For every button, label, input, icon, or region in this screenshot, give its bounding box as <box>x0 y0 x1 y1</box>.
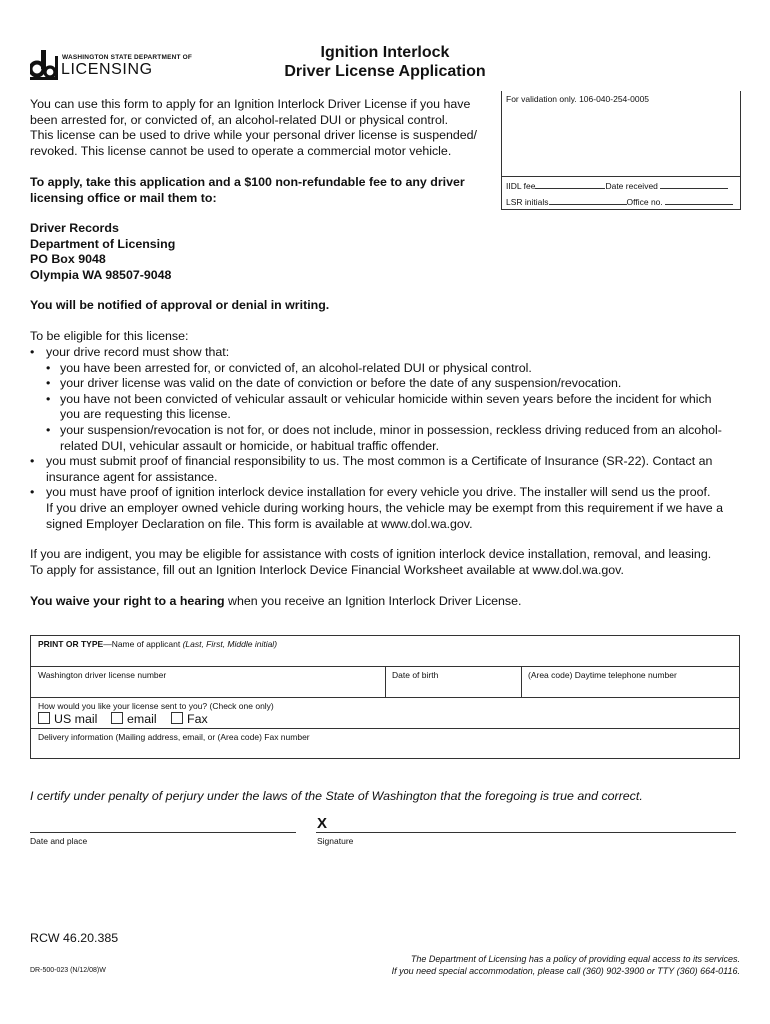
send-option-fax[interactable] <box>171 712 208 726</box>
waive-rest: when you receive an Ignition Interlock Driver License. <box>224 594 522 608</box>
list-item-continuation: you are requesting this license. <box>60 407 231 422</box>
lsr-initials-label: LSR initials <box>506 197 549 207</box>
signature-label: Signature <box>317 836 354 846</box>
logo-department: WASHINGTON STATE DEPARTMENT OF <box>62 54 193 61</box>
name-label: —Name of applicant <box>103 639 183 649</box>
date-place-line[interactable] <box>30 832 296 833</box>
signature-x-mark: X <box>317 815 328 832</box>
list-item: • your suspension/revocation is not for, or does not include, minor in possession, reckless driving reduced from an alcohol- <box>46 422 722 437</box>
dol-logo <box>30 50 193 80</box>
checkbox-email[interactable] <box>111 712 123 724</box>
list-item: • you must have proof of ignition interlock device installation for every vehicle you drive. The installer will send us the proof. <box>30 485 711 500</box>
list-item-continuation: If you drive an employer owned vehicle during working hours, the vehicle may be exempt from this requirement if we have a <box>46 500 724 515</box>
mailing-address <box>30 221 175 283</box>
page-title-line2: Driver License Application <box>284 63 486 80</box>
list-item: • your drive record must show that: <box>30 345 230 359</box>
intro-paragraph <box>30 97 477 159</box>
send-option-us-mail[interactable] <box>38 712 97 726</box>
validation-box-frame <box>501 91 741 210</box>
logo-name: LICENSING <box>61 61 153 78</box>
intro-line: This license can be used to drive while your personal driver license is suspended/ <box>30 128 477 143</box>
license-number-field[interactable]: Washington driver license number <box>38 670 167 680</box>
address-line: Driver Records <box>30 221 119 235</box>
rcw-reference: RCW 46.20.385 <box>30 931 119 945</box>
phone-field[interactable]: (Area code) Daytime telephone number <box>528 670 677 680</box>
footer-line1: The Department of Licensing has a policy of providing equal access to its services. <box>410 954 740 964</box>
apply-line: To apply, take this application and a $100 non-refundable fee to any driver <box>30 175 465 189</box>
list-item: • your driver license was valid on the date of conviction or before the date of any suspension/revocation. <box>46 376 622 391</box>
list-item: • you have not been convicted of vehicular assault or vehicular homicide within seven years before the incident for which <box>46 391 712 406</box>
checkbox-us-mail[interactable] <box>38 712 50 724</box>
form-divider <box>385 666 386 697</box>
print-or-type-label: PRINT OR TYPE <box>38 639 104 649</box>
list-item-continuation: insurance agent for assistance. <box>46 469 218 484</box>
address-line: PO Box 9048 <box>30 252 106 267</box>
option-label: Fax <box>187 712 208 726</box>
indigent-paragraph <box>30 547 711 578</box>
form-divider <box>30 728 740 729</box>
checkbox-fax[interactable] <box>171 712 183 724</box>
footer-line2: If you need special accommodation, please call (360) 902-3900 or TTY (360) 664-0116. <box>391 966 740 976</box>
iidl-fee-label: IIDL fee <box>506 181 536 191</box>
form-divider <box>521 666 522 697</box>
address-line: Department of Licensing <box>30 236 176 251</box>
indigent-line: To apply for assistance, fill out an Ignition Interlock Device Financial Worksheet available at www.dol.wa.gov. <box>30 562 624 577</box>
intro-line: revoked. This license cannot be used to operate a commercial motor vehicle. <box>30 143 452 158</box>
intro-line: been arrested for, or convicted of, an alcohol-related DUI or physical control. <box>30 112 449 127</box>
intro-line: You can use this form to apply for an Ignition Interlock Driver License if you have <box>30 97 471 111</box>
send-option-email[interactable] <box>111 712 157 726</box>
page-title-line1: Ignition Interlock <box>320 44 450 61</box>
date-place-label: Date and place <box>30 836 88 846</box>
address-line: Olympia WA 98507-9048 <box>30 267 172 282</box>
list-item: • you must submit proof of financial responsibility to us. The most common is a Certificate of Insurance (SR-22). Contact an <box>30 454 713 469</box>
indigent-line: If you are indigent, you may be eligible for assistance with costs of ignition interlock device installation, removal, and leasing. <box>30 547 712 561</box>
apply-instructions <box>30 175 465 206</box>
office-no-label: Office no. <box>626 197 663 207</box>
date-received-label: Date received <box>605 181 658 191</box>
signature-line[interactable] <box>316 832 736 833</box>
waive-bold: You waive your right to a hearing <box>30 594 225 608</box>
lsr-initials-field[interactable] <box>506 196 733 207</box>
list-item-continuation: signed Employer Declaration on file. This form is available at www.dol.wa.gov. <box>46 516 473 531</box>
form-number: DR-500-023 (N/12/08)W <box>30 967 106 974</box>
notified-statement: You will be notified of approval or denial in writing. <box>30 298 330 312</box>
send-method-question: How would you like your license sent to you? (Check one only) <box>38 701 274 711</box>
form-divider <box>30 697 740 698</box>
list-item: • you have been arrested for, or convicted of, an alcohol-related DUI or physical control. <box>46 360 532 375</box>
delivery-info-field[interactable]: Delivery information (Mailing address, email, or (Area code) Fax number <box>38 732 310 742</box>
option-label: email <box>127 712 157 726</box>
dol-logo-mark <box>30 50 58 80</box>
name-hint: (Last, First, Middle initial) <box>182 639 278 649</box>
list-item-continuation: related DUI, vehicular assault or homicide, or habitual traffic offender. <box>60 438 440 453</box>
waive-hearing-statement <box>30 594 521 610</box>
eligibility-intro: To be eligible for this license: <box>30 329 189 343</box>
validation-label: For validation only. 106-040-254-0005 <box>506 94 650 104</box>
date-of-birth-field[interactable]: Date of birth <box>392 670 439 680</box>
certification-statement: I certify under penalty of perjury under the laws of the State of Washington that the foregoing is true and correct. <box>30 789 643 803</box>
eligibility-list <box>30 345 745 532</box>
option-label: US mail <box>54 712 98 726</box>
iidl-fee-field[interactable] <box>506 180 728 191</box>
applicant-name-field[interactable] <box>38 639 277 649</box>
apply-line: licensing office or mail them to: <box>30 190 217 205</box>
